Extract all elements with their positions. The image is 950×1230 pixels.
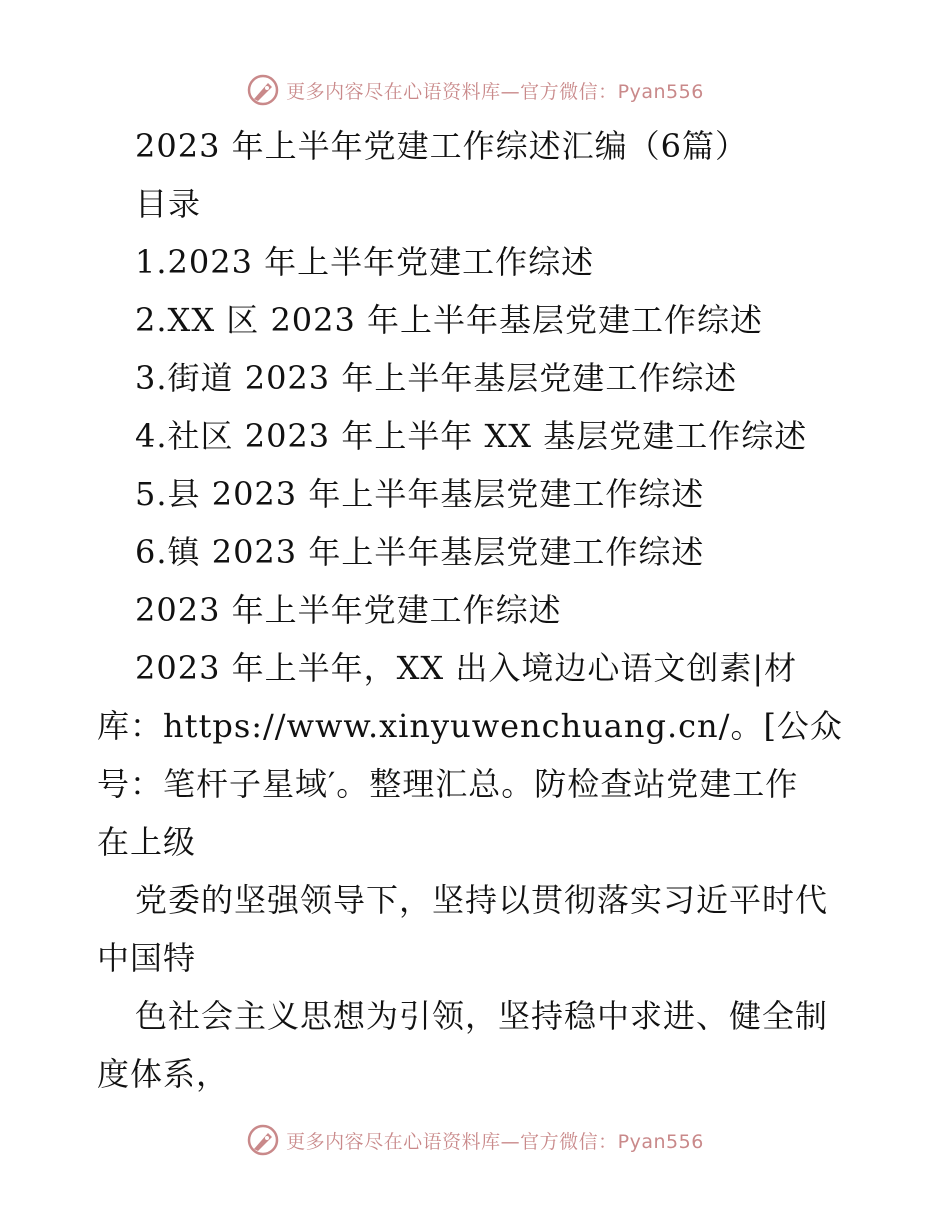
body-text-line: 库：https://www.xinyuwenchuang.cn/。[公众 — [97, 707, 843, 745]
toc-item: 2.XX 区 2023 年上半年基层党建工作综述 — [135, 301, 764, 339]
body-text-line: 2023 年上半年，XX 出入境边心语文创素|材 — [135, 649, 798, 687]
toc-item: 1.2023 年上半年党建工作综述 — [135, 243, 595, 281]
document-title: 2023 年上半年党建工作综述汇编（6篇） — [135, 127, 748, 165]
body-text-line: 中国特 — [97, 939, 197, 977]
body-text-line: 色社会主义思想为引领，坚持稳中求进、健全制 — [135, 997, 829, 1035]
watermark-text: 更多内容尽在心语资料库—官方微信：Pyan556 — [286, 80, 704, 103]
toc-heading: 目录 — [135, 185, 202, 223]
watermark-text: 更多内容尽在心语资料库—官方微信：Pyan556 — [286, 1130, 704, 1153]
body-text-line: 号：笔杆子星域′。整理汇总。防检查站党建工作 — [97, 765, 799, 803]
pen-nib-logo-icon — [246, 1123, 280, 1157]
toc-item: 4.社区 2023 年上半年 XX 基层党建工作综述 — [135, 417, 808, 455]
header-watermark-banner — [0, 70, 950, 110]
footer-watermark-banner — [0, 1120, 950, 1160]
body-text-line: 度体系， — [97, 1055, 230, 1093]
pen-nib-logo-icon — [246, 73, 280, 107]
body-text-line: 在上级 — [97, 823, 197, 861]
toc-item: 6.镇 2023 年上半年基层党建工作综述 — [135, 533, 705, 571]
toc-item: 5.县 2023 年上半年基层党建工作综述 — [135, 475, 705, 513]
body-text-line: 党委的坚强领导下，坚持以贯彻落实习近平时代 — [135, 881, 829, 919]
toc-item: 3.街道 2023 年上半年基层党建工作综述 — [135, 359, 738, 397]
section-title: 2023 年上半年党建工作综述 — [135, 591, 562, 629]
